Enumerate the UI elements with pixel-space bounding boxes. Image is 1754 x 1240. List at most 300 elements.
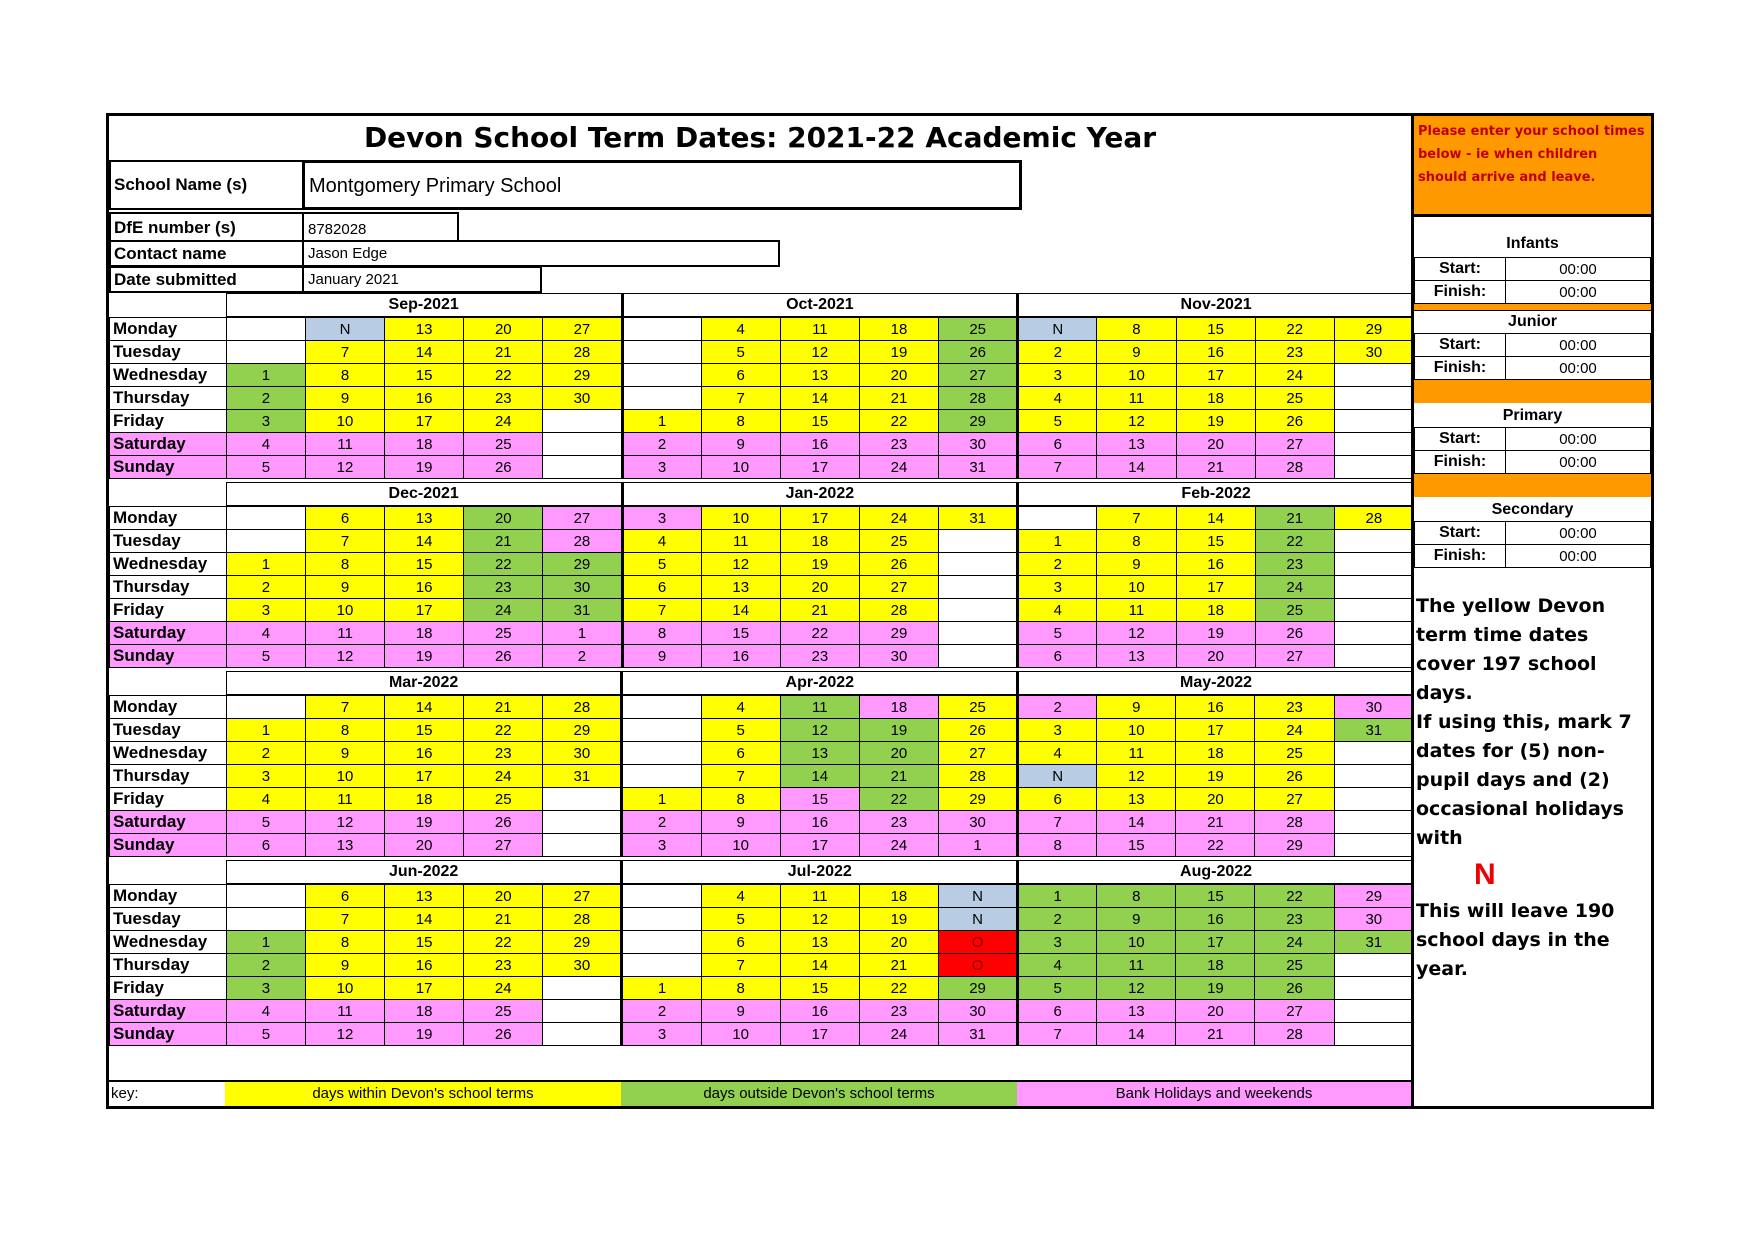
date-cell[interactable]: 7: [1018, 811, 1097, 834]
date-cell[interactable]: 28: [1255, 1023, 1334, 1046]
date-cell[interactable]: 19: [385, 1023, 464, 1046]
date-cell[interactable]: 10: [701, 834, 780, 857]
date-cell[interactable]: 5: [1018, 410, 1097, 433]
date-cell[interactable]: 31: [543, 599, 622, 622]
date-cell[interactable]: 10: [701, 456, 780, 479]
date-cell[interactable]: [622, 364, 701, 387]
date-cell[interactable]: 21: [464, 695, 543, 719]
date-cell[interactable]: 30: [938, 1000, 1017, 1023]
date-cell[interactable]: 30: [859, 645, 938, 668]
date-cell[interactable]: 12: [780, 719, 859, 742]
date-cell[interactable]: 21: [780, 599, 859, 622]
primary-start-field[interactable]: 00:00: [1506, 428, 1651, 451]
date-cell[interactable]: 28: [939, 387, 1018, 410]
date-cell[interactable]: 7: [1018, 456, 1097, 479]
date-cell[interactable]: [622, 719, 701, 742]
date-cell[interactable]: 23: [1255, 341, 1334, 364]
date-cell[interactable]: 18: [780, 530, 859, 553]
date-cell[interactable]: 31: [543, 765, 622, 788]
date-cell[interactable]: [1334, 765, 1413, 788]
date-cell[interactable]: 17: [780, 456, 859, 479]
date-cell[interactable]: [1334, 622, 1413, 645]
date-cell[interactable]: 3: [1018, 364, 1097, 387]
date-cell[interactable]: 3: [226, 599, 305, 622]
date-cell[interactable]: 10: [1097, 931, 1176, 954]
date-cell[interactable]: [1334, 788, 1413, 811]
date-cell[interactable]: 14: [1097, 456, 1176, 479]
date-cell[interactable]: 21: [464, 530, 543, 553]
date-cell[interactable]: 8: [701, 977, 780, 1000]
date-cell[interactable]: [939, 530, 1018, 553]
date-cell[interactable]: 5: [226, 645, 305, 668]
date-cell[interactable]: 24: [859, 1023, 938, 1046]
date-cell[interactable]: 16: [385, 576, 464, 599]
date-cell[interactable]: N: [938, 908, 1017, 931]
date-cell[interactable]: [226, 506, 305, 530]
date-cell[interactable]: 29: [543, 553, 622, 576]
date-cell[interactable]: 26: [938, 719, 1017, 742]
date-cell[interactable]: 21: [859, 765, 938, 788]
date-cell[interactable]: 24: [859, 506, 938, 530]
date-cell[interactable]: 28: [543, 530, 622, 553]
date-cell[interactable]: 14: [385, 695, 464, 719]
date-cell[interactable]: 13: [780, 364, 859, 387]
date-cell[interactable]: [622, 387, 701, 410]
date-cell[interactable]: 8: [305, 931, 384, 954]
date-cell[interactable]: 1: [622, 410, 701, 433]
date-cell[interactable]: 24: [464, 977, 543, 1000]
date-cell[interactable]: 3: [622, 834, 701, 857]
date-cell[interactable]: 18: [1176, 387, 1255, 410]
date-cell[interactable]: 3: [1018, 576, 1097, 599]
date-cell[interactable]: 5: [1018, 622, 1097, 645]
date-cell[interactable]: 1: [1018, 530, 1097, 553]
date-cell[interactable]: 16: [780, 433, 859, 456]
date-cell[interactable]: 4: [701, 317, 780, 341]
date-cell[interactable]: N: [1018, 317, 1097, 341]
date-cell[interactable]: 12: [1097, 977, 1176, 1000]
date-cell[interactable]: 8: [701, 410, 780, 433]
date-cell[interactable]: [622, 742, 701, 765]
date-cell[interactable]: 14: [780, 954, 859, 977]
date-cell[interactable]: 21: [1176, 456, 1255, 479]
infants-start-field[interactable]: 00:00: [1506, 258, 1651, 281]
date-cell[interactable]: 29: [543, 364, 622, 387]
date-cell[interactable]: 23: [780, 645, 859, 668]
date-cell[interactable]: 15: [1176, 884, 1255, 908]
date-cell[interactable]: 17: [385, 410, 464, 433]
date-cell[interactable]: 19: [1176, 977, 1255, 1000]
date-cell[interactable]: [543, 1000, 622, 1023]
date-cell[interactable]: N: [1018, 765, 1097, 788]
date-cell[interactable]: [939, 553, 1018, 576]
date-cell[interactable]: 8: [701, 788, 780, 811]
date-cell[interactable]: 7: [622, 599, 701, 622]
date-cell[interactable]: 2: [226, 954, 305, 977]
date-cell[interactable]: 15: [385, 931, 464, 954]
date-cell[interactable]: 22: [464, 931, 543, 954]
date-cell[interactable]: 3: [1018, 719, 1097, 742]
date-cell[interactable]: [939, 599, 1018, 622]
date-cell[interactable]: 13: [780, 742, 859, 765]
date-cell[interactable]: [1334, 553, 1413, 576]
date-cell[interactable]: 12: [1097, 410, 1176, 433]
date-cell[interactable]: 7: [305, 341, 384, 364]
date-cell[interactable]: 16: [1176, 695, 1255, 719]
date-cell[interactable]: [1334, 364, 1413, 387]
date-cell[interactable]: 23: [464, 576, 543, 599]
date-cell[interactable]: 6: [1018, 433, 1097, 456]
date-cell[interactable]: 11: [305, 433, 384, 456]
date-cell[interactable]: 6: [1018, 645, 1097, 668]
date-cell[interactable]: 30: [543, 576, 622, 599]
date-cell[interactable]: 29: [938, 977, 1017, 1000]
date-cell[interactable]: 15: [1097, 834, 1176, 857]
date-cell[interactable]: 27: [939, 364, 1018, 387]
date-cell[interactable]: [226, 908, 305, 931]
date-cell[interactable]: 20: [859, 364, 938, 387]
date-cell[interactable]: 1: [543, 622, 622, 645]
date-cell[interactable]: 24: [1255, 931, 1334, 954]
date-cell[interactable]: 9: [701, 433, 780, 456]
date-cell[interactable]: 3: [226, 410, 305, 433]
date-cell[interactable]: 5: [701, 341, 780, 364]
date-cell[interactable]: 20: [1176, 645, 1255, 668]
date-cell[interactable]: 27: [1255, 645, 1334, 668]
date-cell[interactable]: 1: [622, 788, 701, 811]
date-cell[interactable]: 10: [305, 599, 384, 622]
date-cell[interactable]: 12: [780, 908, 859, 931]
date-cell[interactable]: 10: [305, 977, 384, 1000]
date-cell[interactable]: 29: [938, 788, 1017, 811]
date-cell[interactable]: 14: [1097, 1023, 1176, 1046]
date-cell[interactable]: 19: [780, 553, 859, 576]
date-cell[interactable]: [939, 645, 1018, 668]
date-cell[interactable]: 28: [1255, 456, 1334, 479]
date-cell[interactable]: 6: [701, 364, 780, 387]
date-cell[interactable]: 20: [859, 931, 938, 954]
date-cell[interactable]: N: [938, 884, 1017, 908]
date-cell[interactable]: [226, 884, 305, 908]
date-cell[interactable]: 26: [859, 553, 938, 576]
date-cell[interactable]: 6: [701, 742, 780, 765]
date-cell[interactable]: 28: [859, 599, 938, 622]
date-cell[interactable]: 12: [305, 811, 384, 834]
date-cell[interactable]: 9: [622, 645, 701, 668]
date-cell[interactable]: 15: [780, 788, 859, 811]
date-cell[interactable]: 25: [464, 622, 543, 645]
date-cell[interactable]: 10: [1097, 719, 1176, 742]
date-cell[interactable]: 19: [385, 456, 464, 479]
date-cell[interactable]: 25: [1255, 742, 1334, 765]
date-cell[interactable]: 14: [1176, 506, 1255, 530]
date-cell[interactable]: [1018, 506, 1097, 530]
date-cell[interactable]: [543, 456, 622, 479]
date-cell[interactable]: 10: [305, 765, 384, 788]
date-cell[interactable]: 24: [464, 410, 543, 433]
date-cell[interactable]: 13: [385, 884, 464, 908]
date-cell[interactable]: 11: [305, 1000, 384, 1023]
date-cell[interactable]: [543, 788, 622, 811]
date-cell[interactable]: 26: [464, 811, 543, 834]
date-cell[interactable]: 22: [859, 788, 938, 811]
date-cell[interactable]: 18: [859, 695, 938, 719]
date-cell[interactable]: 20: [1176, 788, 1255, 811]
date-cell[interactable]: 28: [1255, 811, 1334, 834]
date-cell[interactable]: 18: [859, 884, 938, 908]
date-cell[interactable]: [622, 884, 701, 908]
date-cell[interactable]: 27: [938, 742, 1017, 765]
date-cell[interactable]: 30: [1334, 695, 1413, 719]
date-cell[interactable]: 11: [305, 622, 384, 645]
date-cell[interactable]: 14: [780, 387, 859, 410]
date-cell[interactable]: 16: [385, 954, 464, 977]
date-cell[interactable]: 7: [701, 954, 780, 977]
date-cell[interactable]: 13: [1097, 788, 1176, 811]
date-cell[interactable]: 12: [1097, 765, 1176, 788]
date-cell[interactable]: 1: [226, 931, 305, 954]
date-cell[interactable]: [1334, 599, 1413, 622]
date-cell[interactable]: 31: [939, 506, 1018, 530]
date-cell[interactable]: [1334, 456, 1413, 479]
date-cell[interactable]: 3: [622, 1023, 701, 1046]
date-cell[interactable]: 9: [305, 576, 384, 599]
date-cell[interactable]: 27: [1255, 1000, 1334, 1023]
date-cell[interactable]: 29: [543, 719, 622, 742]
school-name-field[interactable]: Montgomery Primary School: [302, 160, 1022, 210]
date-cell[interactable]: 1: [226, 719, 305, 742]
date-cell[interactable]: 12: [305, 456, 384, 479]
date-cell[interactable]: O: [938, 931, 1017, 954]
date-cell[interactable]: 29: [859, 622, 938, 645]
date-cell[interactable]: 3: [622, 506, 701, 530]
date-cell[interactable]: 27: [464, 834, 543, 857]
date-cell[interactable]: 13: [1097, 645, 1176, 668]
date-cell[interactable]: 28: [543, 341, 622, 364]
date-cell[interactable]: 26: [1255, 765, 1334, 788]
date-cell[interactable]: 2: [226, 576, 305, 599]
date-cell[interactable]: 27: [1255, 433, 1334, 456]
date-cell[interactable]: 2: [1018, 908, 1097, 931]
date-cell[interactable]: 22: [464, 364, 543, 387]
date-cell[interactable]: 18: [385, 433, 464, 456]
date-cell[interactable]: 30: [543, 387, 622, 410]
date-cell[interactable]: 13: [385, 506, 464, 530]
date-cell[interactable]: [939, 576, 1018, 599]
date-cell[interactable]: 4: [1018, 599, 1097, 622]
date-cell[interactable]: 31: [939, 456, 1018, 479]
date-cell[interactable]: 19: [859, 719, 938, 742]
date-cell[interactable]: 15: [385, 553, 464, 576]
date-cell[interactable]: [543, 977, 622, 1000]
date-cell[interactable]: 6: [622, 576, 701, 599]
date-cell[interactable]: 21: [1176, 1023, 1255, 1046]
date-cell[interactable]: 25: [464, 788, 543, 811]
date-cell[interactable]: 20: [1176, 433, 1255, 456]
date-cell[interactable]: 21: [464, 908, 543, 931]
date-cell[interactable]: 9: [1097, 695, 1176, 719]
date-cell[interactable]: [939, 622, 1018, 645]
date-cell[interactable]: 23: [1255, 908, 1334, 931]
date-cell[interactable]: 24: [1255, 576, 1334, 599]
date-cell[interactable]: 15: [385, 364, 464, 387]
date-cell[interactable]: [1334, 1000, 1413, 1023]
date-cell[interactable]: 24: [1255, 364, 1334, 387]
date-cell[interactable]: 13: [1097, 1000, 1176, 1023]
date-cell[interactable]: 8: [622, 622, 701, 645]
date-cell[interactable]: 2: [1018, 341, 1097, 364]
date-cell[interactable]: 19: [385, 811, 464, 834]
date-cell[interactable]: 20: [1176, 1000, 1255, 1023]
date-cell[interactable]: 17: [780, 506, 859, 530]
date-cell[interactable]: [1334, 954, 1413, 977]
secondary-start-field[interactable]: 00:00: [1506, 522, 1651, 545]
date-cell[interactable]: 26: [1255, 977, 1334, 1000]
date-cell[interactable]: 25: [1255, 599, 1334, 622]
date-cell[interactable]: 11: [701, 530, 780, 553]
date-cell[interactable]: 5: [701, 719, 780, 742]
date-cell[interactable]: 11: [780, 317, 859, 341]
date-cell[interactable]: 7: [1018, 1023, 1097, 1046]
date-cell[interactable]: 4: [226, 622, 305, 645]
date-cell[interactable]: [543, 834, 622, 857]
date-submitted-field[interactable]: January 2021: [302, 266, 542, 293]
date-cell[interactable]: 21: [859, 954, 938, 977]
date-cell[interactable]: 18: [859, 317, 938, 341]
date-cell[interactable]: [1334, 530, 1413, 553]
infants-finish-field[interactable]: 00:00: [1506, 281, 1651, 304]
date-cell[interactable]: 22: [464, 719, 543, 742]
date-cell[interactable]: 7: [305, 695, 384, 719]
date-cell[interactable]: 28: [1334, 506, 1413, 530]
date-cell[interactable]: 31: [938, 1023, 1017, 1046]
date-cell[interactable]: 28: [543, 908, 622, 931]
date-cell[interactable]: 17: [1176, 931, 1255, 954]
date-cell[interactable]: 18: [385, 788, 464, 811]
date-cell[interactable]: 22: [859, 977, 938, 1000]
date-cell[interactable]: 22: [1255, 317, 1334, 341]
date-cell[interactable]: 4: [1018, 742, 1097, 765]
date-cell[interactable]: [622, 317, 701, 341]
date-cell[interactable]: 9: [305, 742, 384, 765]
date-cell[interactable]: [622, 695, 701, 719]
date-cell[interactable]: [1334, 576, 1413, 599]
date-cell[interactable]: 16: [385, 387, 464, 410]
date-cell[interactable]: [622, 765, 701, 788]
date-cell[interactable]: 26: [1255, 410, 1334, 433]
date-cell[interactable]: 22: [464, 553, 543, 576]
date-cell[interactable]: 20: [780, 576, 859, 599]
date-cell[interactable]: 25: [464, 433, 543, 456]
date-cell[interactable]: [226, 530, 305, 553]
date-cell[interactable]: 10: [1097, 576, 1176, 599]
date-cell[interactable]: 21: [1255, 506, 1334, 530]
date-cell[interactable]: 21: [859, 387, 938, 410]
date-cell[interactable]: 31: [1334, 719, 1413, 742]
primary-finish-field[interactable]: 00:00: [1506, 451, 1651, 474]
date-cell[interactable]: 22: [859, 410, 938, 433]
date-cell[interactable]: 30: [543, 742, 622, 765]
date-cell[interactable]: [226, 695, 305, 719]
date-cell[interactable]: 9: [1097, 908, 1176, 931]
date-cell[interactable]: 22: [1255, 530, 1334, 553]
date-cell[interactable]: 11: [305, 788, 384, 811]
date-cell[interactable]: 9: [701, 1000, 780, 1023]
date-cell[interactable]: [1334, 834, 1413, 857]
date-cell[interactable]: 20: [464, 506, 543, 530]
date-cell[interactable]: 26: [464, 645, 543, 668]
date-cell[interactable]: 4: [701, 884, 780, 908]
date-cell[interactable]: 20: [385, 834, 464, 857]
date-cell[interactable]: 11: [1097, 742, 1176, 765]
date-cell[interactable]: 4: [226, 788, 305, 811]
date-cell[interactable]: 30: [939, 433, 1018, 456]
date-cell[interactable]: 10: [701, 506, 780, 530]
date-cell[interactable]: [543, 433, 622, 456]
date-cell[interactable]: N: [305, 317, 384, 341]
date-cell[interactable]: 28: [543, 695, 622, 719]
date-cell[interactable]: 2: [543, 645, 622, 668]
date-cell[interactable]: 20: [464, 317, 543, 341]
date-cell[interactable]: [226, 341, 305, 364]
date-cell[interactable]: 23: [859, 1000, 938, 1023]
date-cell[interactable]: O: [938, 954, 1017, 977]
date-cell[interactable]: 19: [1176, 410, 1255, 433]
date-cell[interactable]: 5: [226, 811, 305, 834]
date-cell[interactable]: 25: [859, 530, 938, 553]
date-cell[interactable]: 4: [1018, 954, 1097, 977]
date-cell[interactable]: 17: [780, 1023, 859, 1046]
date-cell[interactable]: 20: [464, 884, 543, 908]
date-cell[interactable]: 29: [1255, 834, 1334, 857]
date-cell[interactable]: 27: [1255, 788, 1334, 811]
date-cell[interactable]: 26: [464, 456, 543, 479]
date-cell[interactable]: 25: [939, 317, 1018, 341]
date-cell[interactable]: 17: [385, 977, 464, 1000]
date-cell[interactable]: 25: [464, 1000, 543, 1023]
date-cell[interactable]: 6: [305, 506, 384, 530]
date-cell[interactable]: 1: [226, 553, 305, 576]
date-cell[interactable]: 31: [1334, 931, 1413, 954]
date-cell[interactable]: 8: [305, 719, 384, 742]
date-cell[interactable]: 8: [1097, 530, 1176, 553]
date-cell[interactable]: 24: [859, 834, 938, 857]
date-cell[interactable]: 18: [1176, 954, 1255, 977]
date-cell[interactable]: 8: [305, 553, 384, 576]
date-cell[interactable]: 14: [385, 908, 464, 931]
date-cell[interactable]: 10: [701, 1023, 780, 1046]
date-cell[interactable]: 16: [780, 811, 859, 834]
date-cell[interactable]: 26: [1255, 622, 1334, 645]
date-cell[interactable]: 12: [780, 341, 859, 364]
date-cell[interactable]: 14: [701, 599, 780, 622]
date-cell[interactable]: 6: [1018, 788, 1097, 811]
date-cell[interactable]: 21: [464, 341, 543, 364]
date-cell[interactable]: 23: [859, 433, 938, 456]
secondary-finish-field[interactable]: 00:00: [1506, 545, 1651, 568]
date-cell[interactable]: 22: [780, 622, 859, 645]
date-cell[interactable]: 4: [1018, 387, 1097, 410]
date-cell[interactable]: 25: [1255, 387, 1334, 410]
date-cell[interactable]: 9: [305, 387, 384, 410]
date-cell[interactable]: 14: [385, 530, 464, 553]
date-cell[interactable]: 10: [305, 410, 384, 433]
date-cell[interactable]: 7: [1097, 506, 1176, 530]
date-cell[interactable]: 13: [701, 576, 780, 599]
date-cell[interactable]: 23: [859, 811, 938, 834]
date-cell[interactable]: 24: [464, 599, 543, 622]
date-cell[interactable]: [622, 908, 701, 931]
